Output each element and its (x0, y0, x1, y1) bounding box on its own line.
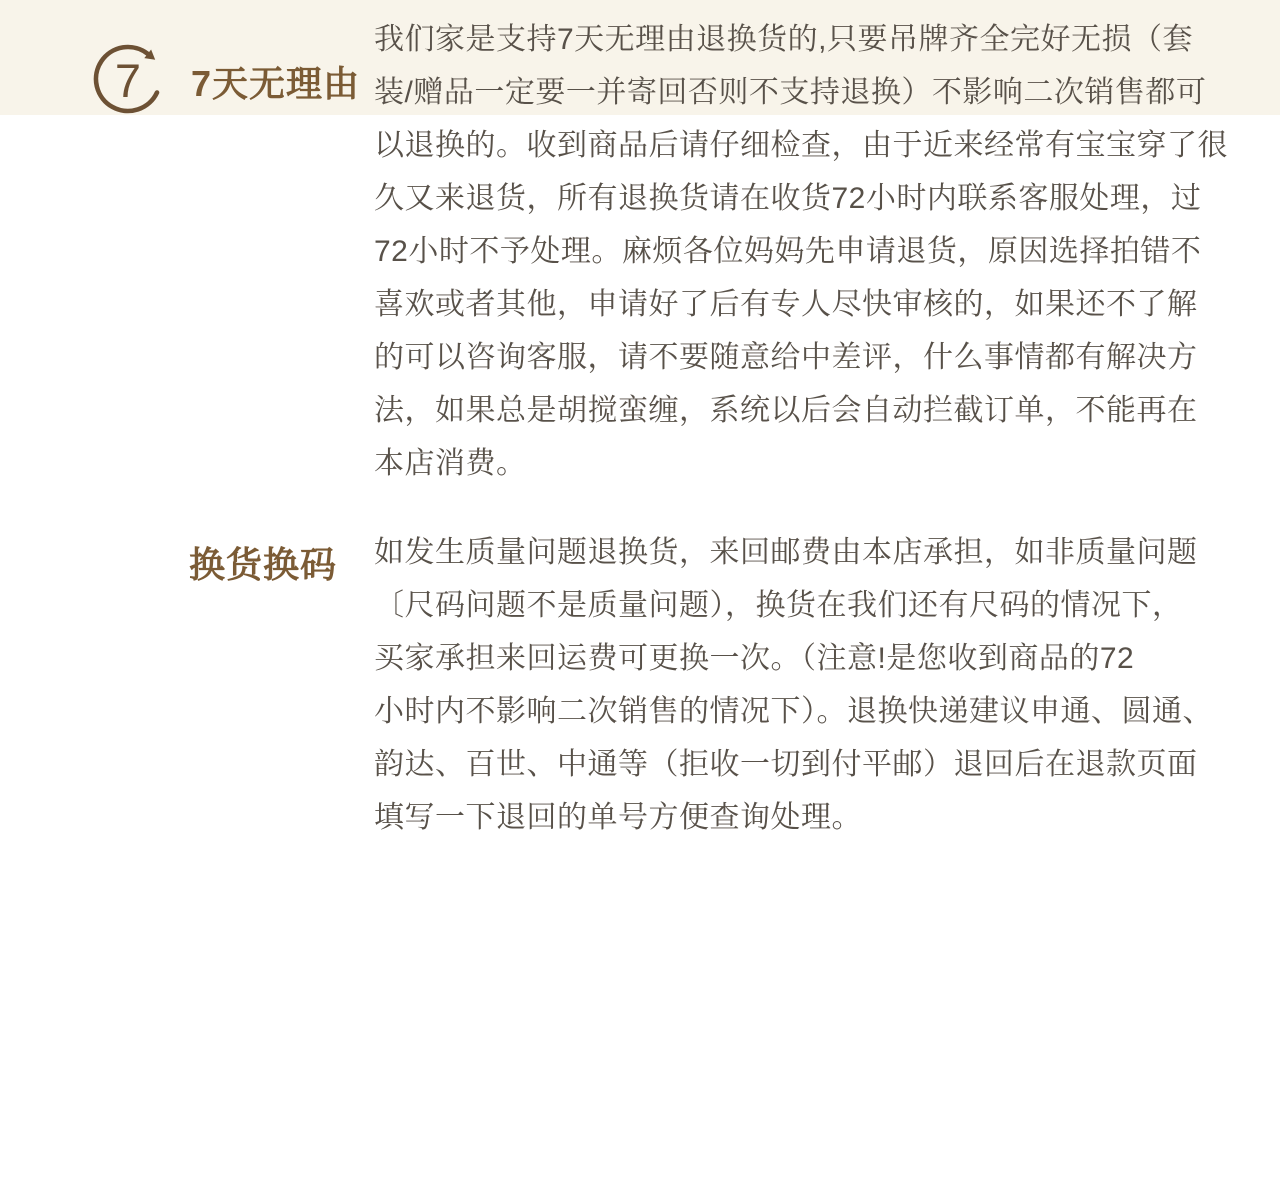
policy-text-line: 如发生质量问题退换货，来回邮费由本店承担，如非质量问题 (374, 536, 1198, 569)
policy-text-line: 喜欢或者其他，申请好了后有专人尽快审核的，如果还不了解 (374, 288, 1198, 321)
policy-text-line: 72小时不予处理。麻烦各位妈妈先申请退货，原因选择拍错不 (374, 235, 1202, 268)
policy-text-line: 填写一下退回的单号方便查询处理。 (374, 801, 862, 834)
policy-text-line: 韵达、百世、中通等（拒收一切到付平邮）退回后在退款页面 (374, 748, 1198, 781)
policy-text-line: 小时内不影响二次销售的情况下）。退换快递建议申通、圆通、 (374, 695, 1213, 728)
icon-digit: 7 (114, 54, 142, 107)
policy-text-line: 的可以咨询客服，请不要随意给中差评，什么事情都有解决方 (374, 341, 1198, 374)
policy-text-line: 〔尺码问题不是质量问题），换货在我们还有尺码的情况下， (374, 589, 1183, 622)
policy-text-line: 我们家是支持7天无理由退换货的,只要吊牌齐全完好无损（套 (374, 23, 1194, 56)
policy-text-line: 法，如果总是胡搅蛮缠，系统以后会自动拦截订单，不能再在 (374, 394, 1198, 427)
policy-text-line: 买家承担来回运费可更换一次。（注意!是您收到商品的72 (374, 642, 1135, 675)
policy-text-line: 以退换的。收到商品后请仔细检查，由于近来经常有宝宝穿了很 (374, 129, 1228, 162)
seven-day-refresh-icon (92, 41, 170, 119)
policy-text-line: 久又来退货，所有退换货请在收货72小时内联系客服处理，过 (374, 182, 1202, 215)
seven-day-policy-text (374, 13, 1244, 490)
heading-seven-day-no-reason: 7天无理由 (191, 63, 361, 104)
exchange-policy-text (374, 526, 1244, 844)
heading-exchange-resize: 换货换码 (189, 544, 338, 585)
policy-text-line: 装/赠品一定要一并寄回否则不支持退换）不影响二次销售都可 (374, 76, 1207, 109)
policy-text-line: 本店消费。 (374, 447, 527, 480)
